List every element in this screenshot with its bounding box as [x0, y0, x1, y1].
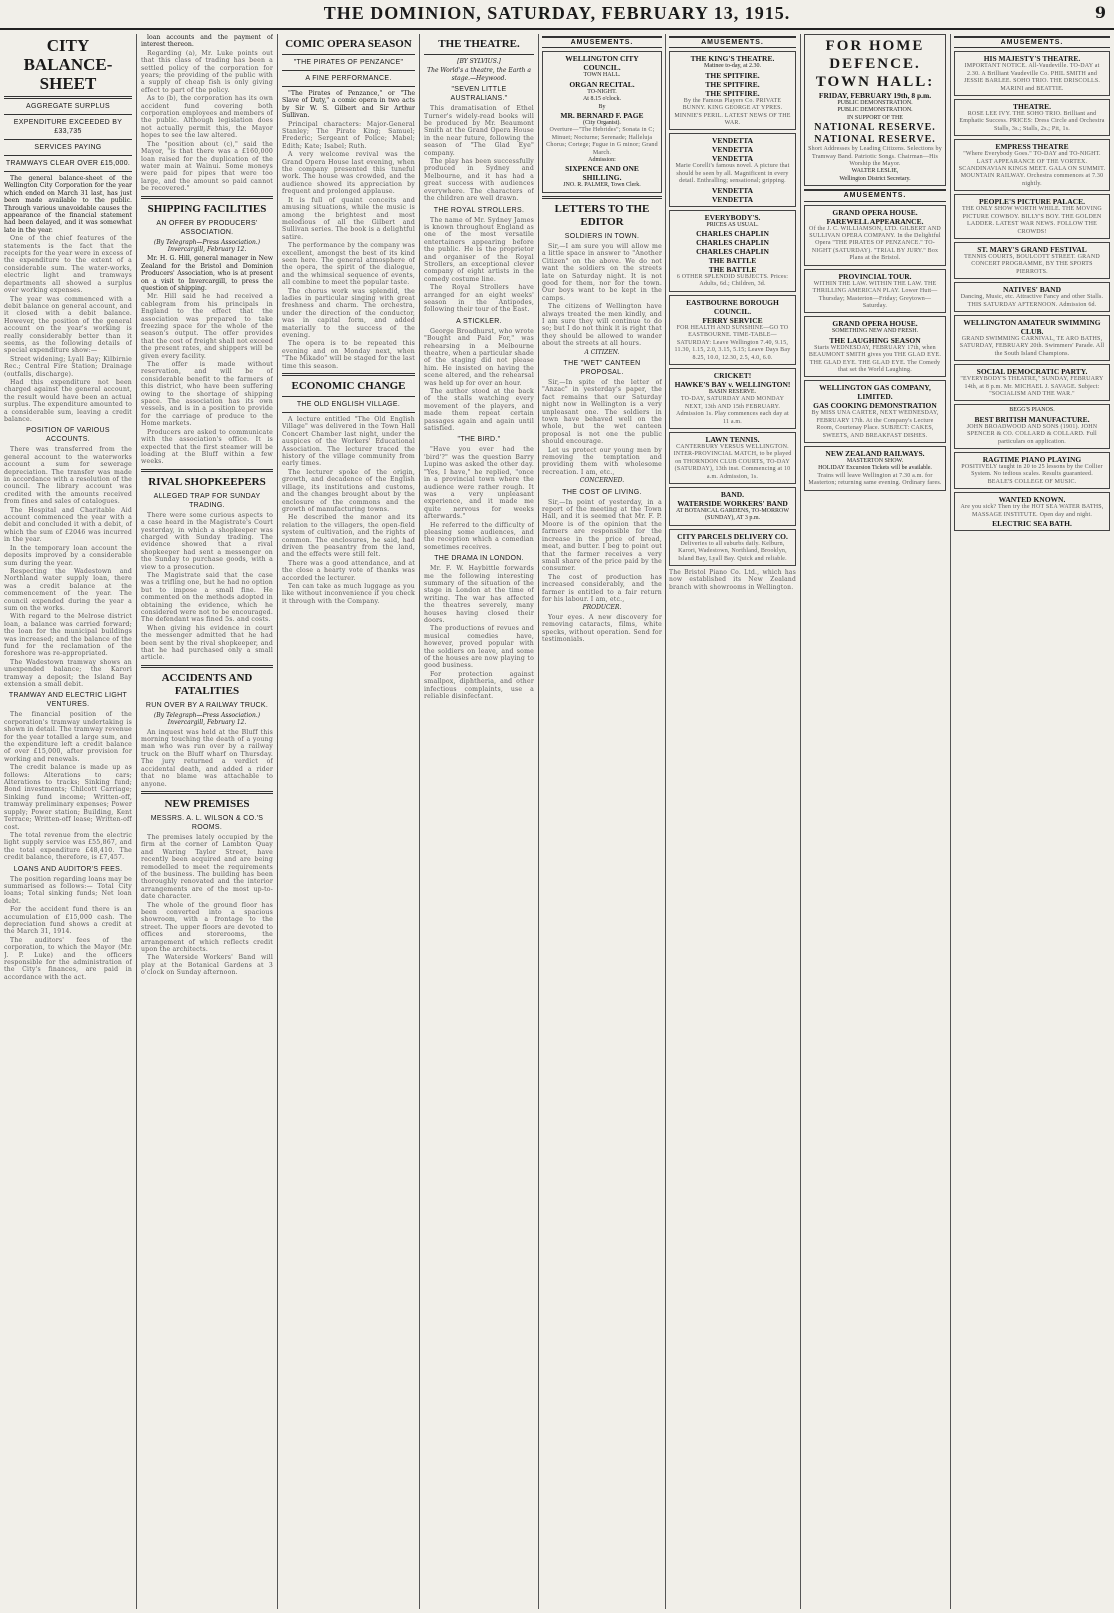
- deck-fine-performance: A FINE PERFORMANCE.: [305, 75, 392, 82]
- deck-premises: MESSRS. A. L. WILSON & CO.'S ROOMS.: [150, 814, 264, 831]
- ad-cricket: CRICKET! HAWKE'S BAY v. WELLINGTON! BASIN RESERVE. TO-DAY, SATURDAY AND MONDAY NEXT, 13th AND 15th FEBRUARY. Admission 1s. Play commences each day at 11 a.m.: [669, 368, 796, 429]
- ad-theatre: THEATRE. ROSE LEE IVY. THE SOHO TRIO. Brilliant and Emphatic Success. PRICES: Dress Circle and Orchestra Stalls, 3s.; Stalls, 2s.; Pit, 1s.: [954, 99, 1110, 136]
- column-rule: [419, 34, 420, 1609]
- ad-eastbourne-ferry: EASTBOURNE BOROUGH COUNCIL. FERRY SERVICE FOR HEALTH AND SUNSHINE—GO TO EASTBOURNE. TIME-TABLE—SATURDAY: Leave Wellington 7.40, 9.15, 11.30, 1.15, 2.0, 3.15, 5.15; Leave Days Bay 8.25, 10.0, 12.30, 2.5, 4.0, 6.0.: [669, 295, 796, 365]
- byline: [BY SYLVIUS.]: [457, 58, 501, 65]
- ad-his-majestys: HIS MAJESTY'S THEATRE. IMPORTANT NOTICE. All-Vaudeville. TO-DAY at 2.30. A Brilliant Vaudeville Co. PHIL SMITH and JESSIE BARLEE. SOHO TRIO. THE DRISCOLLS. MARINI and BEATTIE.: [954, 51, 1110, 96]
- letter-signoff: A CITIZEN.: [584, 348, 620, 356]
- column-rule: [665, 34, 666, 1609]
- ad-peoples: PEOPLE'S PICTURE PALACE. THE ONLY SHOW WORTH WHILE. THE MOVING PICTURE COWBOY. BILLY'S BOY. THE GOLDEN LADDER. LATEST WAR NEWS. FOLLOW THE CROWDS!: [954, 194, 1110, 239]
- deck-expenditure: EXPENDITURE EXCEEDED BY £33,735: [13, 119, 123, 135]
- ad-grand-opera-house-2: GRAND OPERA HOUSE. SOMETHING NEW AND FRESH. THE LAUGHING SEASON Starts WEDNESDAY, FEBRUARY 17th, when BEAUMONT SMITH gives you THE GLAD EYE. THE GLAD EYE. THE GLAD EYE. The Comedy that set the World Laughing.: [804, 316, 946, 377]
- column-comic-opera: COMIC OPERA SEASON "THE PIRATES OF PENZANCE" A FINE PERFORMANCE. "The Pirates of Penzance," or "The Slave of Duty," a comic opera in two acts by Sir W. S. Gilbert and Sir Arthur Sullivan. Principal characters: Major-General Stanley; The Pirate King; Samuel; Frederic; Sergeant of Police; Mabel; Edith; Kate; Isabel; Ruth. A very welcome revival was the Grand Opera House last evening, when the company presented this tuneful work. The house was crowded, and the audience showed its appreciation by frequent and prolonged applause. It is full of quaint conceits and amusing situations, while the music is among the brightest and most melodious of all the Gilbert and Sullivan series. The book is a delightful satire. The performance by the company was excellent, amongst the best of its kind seen here. The general atmosphere of the opera, the spirit of the dialogue, and the whimsical sequence of events, all combine to meet the popular taste. The chorus work was splendid, the ladies in particular singing with great freshness and charm. The orchestra, under the direction of the conductor, was in capital form, and added materially to the success of the evening. The opera is to be repeated this evening and on Monday next, when "The Mikado" will be staged for the last time this season. ECONOMIC CHANGE THE OLD ENGLISH VILLAGE. A lecture entitled "The Old English Village" was delivered in the Town Hall Concert Chamber last night, under the auspices of the Workers' Educational Association. The lecturer traced the history of the village community from early times. The lecturer spoke of the origin, growth, and decadence of the English village, its institutions and customs, and the changes brought about by the enclosure of the commons and the growth of manufacturing towns. He described the manor and its relation to the villagers, the open-field system of cultivation, and the rights of common. The enclosures, he said, had driven the peasantry from the land, and the effects were still felt. There was a good attendance, and at the close a hearty vote of thanks was accorded the lecturer. Ten can take as much luggage as you like without inconvenience if you check it through with the Company.: [282, 38, 415, 605]
- deck-shipping: AN OFFER BY PRODUCERS' ASSOCIATION.: [156, 219, 258, 236]
- column-rule: [538, 34, 539, 1609]
- column-rule: [277, 34, 278, 1609]
- ad-wanted-known: WANTED KNOWN. Are you sick? Then try the HOT SEA WATER BATHS, MASSAGE INSTITUTE. Open day and night. ELECTRIC SEA BATH.: [954, 492, 1110, 531]
- ad-everybodys: EVERYBODY'S. PRICES AS USUAL. CHARLES CHAPLIN CHARLES CHAPLIN CHARLES CHAPLIN THE BATTLE THE BATTLE 6 OTHER SPLENDID SUBJECTS. Prices: Adults, 6d.; Children, 3d.: [669, 210, 796, 292]
- deck-english-village: THE OLD ENGLISH VILLAGE.: [296, 401, 401, 409]
- letter-signoff: CONCERNED.: [579, 477, 625, 485]
- ad-empress: EMPRESS THEATRE "Where Everybody Goes." TO-DAY and TO-NIGHT. LAST APPEARANCE OF THE VORTEX. SCANDINAVIAN KINGS MEET. GALA ON SUMMIT. MOUNTAIN RAILWAY. Orchestra commences at 7.30 nightly.: [954, 139, 1110, 191]
- headline-city-balance-sheet: CITY BALANCE-SHEET: [23, 36, 113, 93]
- ad-social-democratic: SOCIAL DEMOCRATIC PARTY. "EVERYBODY'S THEATRE," SUNDAY, FEBRUARY 14th, at 8 p.m. Mr. MICHAEL J. SAVAGE. Subject: "SOCIALISM AND THE WAR.": [954, 364, 1110, 401]
- column-rule: [136, 34, 137, 1609]
- subhead-bird: "THE BIRD.": [457, 436, 501, 444]
- section-amusements: AMUSEMENTS.: [669, 36, 796, 48]
- subhead-position: POSITION OF VARIOUS ACCOUNTS.: [26, 427, 110, 444]
- section-amusements: AMUSEMENTS.: [804, 189, 946, 201]
- article-body: The general balance-sheet of the Wellington City Corporation for the year which ended on March 31 last, has just been made available to the public. Through various unavoidable causes the appearance of the financial statement had been delayed, and it was somewhat late in the year.: [4, 175, 132, 234]
- column-rule: [950, 34, 951, 1609]
- article-body: loan accounts and the payment of interest thereon.: [141, 34, 273, 49]
- ad-vendetta: VENDETTA VENDETTA VENDETTA Marie Corelli's famous novel. A picture that should be seen by all. Magnificent in every detail. Enthralling; sensational; gripping. VENDETTA VENDETTA: [669, 133, 796, 206]
- article-body: Mr. H. G. Hill, general manager in New Zealand for the Bristol and Dominion Producers' Association, who is at present on a visit to Invercargill, to press the question of shipping.: [141, 255, 273, 292]
- letter-title-cost: THE COST OF LIVING.: [562, 488, 642, 496]
- newspaper-title: THE DOMINION, SATURDAY, FEBRUARY 13, 1915.: [323, 3, 791, 23]
- title-pirates: "THE PIRATES OF PENZANCE": [293, 59, 404, 66]
- ad-kings-theatre: THE KING'S THEATRE. Matinee to-day, at 2.30. THE SPITFIRE. THE SPITFIRE. THE SPITFIRE. By the Famous Players Co. PRIVATE BUNNY. KING GEORGE AT YPRES. MINNIE'S PERIL. LATEST NEWS OF THE WAR.: [669, 51, 796, 130]
- ad-natives-band: NATIVES' BAND Dancing, Music, etc. Attractive Fancy and other Stalls. THIS SATURDAY AFTERNOON. Admission 6d.: [954, 282, 1110, 312]
- subhead-loans: LOANS AND AUDITOR'S FEES.: [13, 865, 123, 873]
- headline-theatre: THE THEATRE.: [438, 38, 520, 50]
- headline-rival-shopkeepers: RIVAL SHOPKEEPERS: [148, 475, 266, 488]
- deck-tramways: TRAMWAYS CLEAR OVER £15,000.: [5, 160, 131, 167]
- letter-title-soldiers: SOLDIERS IN TOWN.: [564, 232, 640, 240]
- headline-new-premises: NEW PREMISES: [164, 797, 250, 810]
- column-shipping: loan accounts and the payment of interest thereon. Regarding (a), Mr. Luke points out that this class of trading has been a settled policy of the corporation for years; the providing of the public with a supply of cheap fish is only giving effect to part of the policy. As to (b), the corporation has its own accident fund covering both corporation employees and members of the public. Although legislation does not actually permit this, the Mayor hopes to see the law altered. The "position about (c)," said the Mayor, "is that there was a £160,000 loan raised for the duplication of the water main at Wainui. Some moneys were paid for pipes that were too large, and the amount so paid cannot be recovered." SHIPPING FACILITIES AN OFFER BY PRODUCERS' ASSOCIATION. (By Telegraph—Press Association.) Invercargill, February 12. Mr. H. G. Hill, general manager in New Zealand for the Bristol and Dominion Producers' Association, who is at present on a visit to Invercargill, to press the question of shipping. Mr. Hill said he had received a cablegram from his principals in England to the effect that the association was prepared to take freezing space for the whole of the season's output. The offer provides that the cost of freight shall not exceed the present rates, and shippers will be given every facility. The offer is made without reservation, and will be of considerable benefit to the farmers of this district, who have been suffering owing to the shortage of shipping space. The association has its own vessels, and is in a position to provide for the carriage of produce to the Home markets. Producers are asked to communicate with the association's office. It is expected that the first steamer will be loading at the Bluff within a few weeks. RIVAL SHOPKEEPERS ALLEGED TRAP FOR SUNDAY TRADING. There were some curious aspects to a case heard in the Magistrate's Court yesterday, in which a shopkeeper was charged with Sunday trading. The evidence showed that a rival shopkeeper had sent a messenger on the Sunday to purchase goods, with a view to a prosecution. The Magistrate said that the case was a trifling one, but he had no option but to impose a small fine. He commented on the methods adopted in obtaining the evidence, which he considered were not to be encouraged. The defendant was fined 5s. and costs. When giving his evidence in court the messenger admitted that he had been sent by the rival shopkeeper, and that he had purchased only a small article. ACCIDENTS AND FATALITIES RUN OVER BY A RAILWAY TRUCK. (By Telegraph—Press Association.) Invercargill, February 12. An inquest was held at the Bluff this morning touching the death of a young man who was run over by a railway truck on the Bluff wharf on Thursday. The jury returned a verdict of accidental death, and added a rider that no blame was attachable to anyone. NEW PREMISES MESSRS. A. L. WILSON & CO.'S ROOMS. The premises lately occupied by the firm at the corner of Lambton Quay and Waring Taylor Street, have recently been acquired and are being remodelled to meet the requirements of the business. The building has been thoroughly renovated and the interior arrangements are of the most up-to-date character. The whole of the ground floor has been converted into a spacious showroom, with a frontage to the street. The upper floors are devoted to offices and storerooms, the arrangement of which reflects credit upon the architects. The Waterside Workers' Band will play at the Botanical Gardens at 3 o'clock on Sunday afternoon.: [141, 34, 273, 977]
- ad-provincial-tour: PROVINCIAL TOUR. WITHIN THE LAW. WITHIN THE LAW. THE THRILLING AMERICAN PLAY. Lower Hutt—Thursday; Masterton—Friday; Greytown—Saturday.: [804, 269, 946, 314]
- letter-signoff: PRODUCER.: [582, 604, 622, 612]
- ad-gas-company: WELLINGTON GAS COMPANY, LIMITED. GAS COOKING DEMONSTRATION By MISS UNA CARTER, NEXT WEDNESDAY, FEBRUARY 17th. At the Company's Lecture Room, Courtenay Place. SUBJECT: CAKES, SWEETS, AND BREAKFAST DISHES.: [804, 380, 946, 443]
- column-amusements-3: [954, 34, 1110, 1609]
- deck-accidents: RUN OVER BY A RAILWAY TRUCK.: [145, 701, 269, 709]
- deck-aggregate-surplus: AGGREGATE SURPLUS: [26, 103, 110, 110]
- deck-services-paying: SERVICES PAYING: [34, 144, 102, 151]
- headline-shipping: SHIPPING FACILITIES: [147, 202, 267, 215]
- page-number: 9: [1094, 3, 1106, 22]
- ad-band: BAND. WATERSIDE WORKERS' BAND AT BOTANICAL GARDENS, TO-MORROW (SUNDAY), AT 3 p.m.: [669, 487, 796, 526]
- headline-comic-opera: COMIC OPERA SEASON: [285, 38, 412, 50]
- ad-swimming-club: WELLINGTON AMATEUR SWIMMING CLUB. GRAND SWIMMING CARNIVAL, TE ARO BATHS, SATURDAY, FEBRUARY 20th. Swimmers' Parade. All the South Island Champions.: [954, 315, 1110, 361]
- letter-title-canteen: THE "WET" CANTEEN PROPOSAL.: [563, 359, 641, 376]
- column-amusements-2: AMUSEMENTS. THE KING'S THEATRE. Matinee to-day, at 2.30. THE SPITFIRE. THE SPITFIRE. THE SPITFIRE. By the Famous Players Co. PRIVATE BUNNY. KING GEORGE AT YPRES. MINNIE'S PERIL. LATEST NEWS OF THE WAR. VENDETTA VENDETTA VENDETTA Marie Corelli's famous novel. A picture that should be seen by all. Magnificent in every detail. Enthralling; sensational; gripping. VENDETTA VENDETTA EVERYBODY'S. PRICES AS USUAL. CHARLES CHAPLIN CHARLES CHAPLIN CHARLES CHAPLIN THE BATTLE THE BATTLE 6 OTHER SPLENDID SUBJECTS. Prices: Adults, 6d.; Children, 3d. EASTBOURNE BOROUGH COUNCIL. FERRY SERVICE FOR HEALTH AND SUNSHINE—GO TO EASTBOURNE. TIME-TABLE—SATURDAY: Leave Wellington 7.40, 9.15, 11.30, 1.15, 2.0, 3.15, 5.15; Leave Days Bay 8.25, 10.0, 12.30, 2.5, 4.0, 6.0. CRICKET! HAWKE'S BAY v. WELLINGTON! BASIN RESERVE. TO-DAY, SATURDAY AND MONDAY NEXT, 13th AND 15th FEBRUARY. Admission 1s. Play commences each day at 11 a.m. LAWN TENNIS. CANTERBURY VERSUS WELLINGTON. INTER-PROVINCIAL MATCH, to be played on THORNDON CLUB COURTS, TO-DAY (SATURDAY), 13th inst. Commencing at 10 a.m. Admission, 1s. BAND. WATERSIDE WORKERS' BAND AT BOTANICAL GARDENS, TO-MORROW (SUNDAY), AT 3 p.m. CITY PARCELS DELIVERY CO. Deliveries to all suburbs daily. Kelburn, Karori, Wadestown, Northland, Brooklyn, Island Bay, Lyall Bay. Quick and reliable. The Bristol Piano Co. Ltd., which has now established its New Zealand branch with showrooms in Wellington.: [669, 34, 796, 1609]
- section-amusements: AMUSEMENTS.: [954, 36, 1110, 48]
- epigraph: The World's a theatre, the Earth a stage.—Heywood.: [427, 67, 531, 82]
- column-theatre: THE THEATRE. [BY SYLVIUS.] The World's a theatre, the Earth a stage.—Heywood. "SEVEN LITTLE AUSTRALIANS." This dramatisation of Ethel Turner's widely-read books will be produced by Mr. Beaumont Smith at the Grand Opera House in the near future, following the season of "The Glad Eye" company. The play has been successfully produced in Sydney and Melbourne, and it has had a great success with audiences everywhere. The characters of the children are well drawn. THE ROYAL STROLLERS. The name of Mr. Sydney James is known throughout England as one of the most versatile entertainers appearing before the public. He is the proprietor and organiser of the Royal Strollers, an exceptional clever company of eight artists in the comedy costume line. The Royal Strollers have arranged for an eight weeks' season in the Antipodes, following their tour of the East. A STICKLER. George Broadhurst, who wrote "Bought and Paid For," was rehearsing in a Melbourne theatre, when a particular shade of the staging did not please him. He insisted on having the scene altered, and the rehearsal was held up for over an hour. The author stood at the back of the stalls watching every movement of the players, and made them repeat certain passages again and again until satisfied. "THE BIRD." "Have you ever had the 'bird'?" was the question Barry Lupino was asked the other day. "Yes, I have," he replied, "once in a provincial town where the audience were rather rough. It was a very unpleasant experience, and it made me quite nervous for weeks afterwards." He referred to the difficulty of pleasing some audiences, and the reception which a comedian sometimes receives. THE DRAMA IN LONDON. Mr. F. W. Haybittle forwards me the following interesting summary of the situation of the stage in London at the time of writing. The war has affected the theatres severely, many houses having closed their doors. The productions of revues and musical comedies have, however, proved popular with the soldiers on leave, and some of the houses are now playing to good business. For protection against smallpox, diphtheria, and other infectious complaints, use a reliable disinfectant.: [424, 38, 534, 701]
- ad-grand-opera-house: GRAND OPERA HOUSE. FAREWELL APPEARANCE. Of the J. C. WILLIAMSON, LTD. GILBERT AND SULLIVAN OPERA COMPANY. In the Delightful Opera "THE PIRATES OF PENZANCE." TO-NIGHT (SATURDAY). "TRIAL BY JURY." Box Plans at the Bristol.: [804, 205, 946, 266]
- subhead-royal-strollers: THE ROYAL STROLLERS.: [433, 206, 525, 214]
- headline-economic-change: ECONOMIC CHANGE: [291, 380, 406, 393]
- deck-rival: ALLEGED TRAP FOR SUNDAY TRADING.: [153, 492, 261, 509]
- column-home-defence: [804, 34, 946, 1609]
- ad-home-defence: FOR HOME DEFENCE. TOWN HALL: FRIDAY, FEBRUARY 19th, 8 p.m. PUBLIC DEMONSTRATION. PUBLIC DEMONSTRATION. IN SUPPORT OF THE NATIONAL RESERVE. NATIONAL RESERVE. Short Addresses by Leading Citizens. Selections by Tramway Band. Patriotic Songs. Chairman—His Worship the Mayor. WALTER LESLIE, Wellington District Secretary.: [804, 34, 946, 186]
- ad-organ-recital: WELLINGTON CITY COUNCIL. TOWN HALL. ORGAN RECITAL. TO-NIGHT. At 8.15 o'clock. By MR. BERNARD F. PAGE (City Organist). Overture—"The Hebrides"; Sonata in C; Minuet; Nocturne; Serenade; Halleluja Chorus; Cortege; Fugue in G minor; Grand March. Admission: SIXPENCE AND ONE SHILLING. JNO. R. PALMER, Town Clerk.: [542, 51, 662, 192]
- ad-pianos: BEGG'S PIANOS. BEST BRITISH MANUFACTURE. JOHN BROADWOOD AND SONS (1901). JOHN SPENCER & CO. COLLARD & COLLARD. Full particulars on application.: [954, 404, 1110, 449]
- ad-st-marys: ST. MARY'S GRAND FESTIVAL TENNIS COURTS, BOULCOTT STREET. GRAND CONCERT PROGRAMME, BY THE SPORTS PIERROTS.: [954, 242, 1110, 279]
- column-amusements-letters: AMUSEMENTS. WELLINGTON CITY COUNCIL. TOWN HALL. ORGAN RECITAL. TO-NIGHT. At 8.15 o'clock. By MR. BERNARD F. PAGE (City Organist). Overture—"The Hebrides"; Sonata in C; Minuet; Nocturne; Serenade; Halleluja Chorus; Cortege; Fugue in G minor; Grand March. Admission: SIXPENCE AND ONE SHILLING. JNO. R. PALMER, Town Clerk. LETTERS TO THE EDITOR SOLDIERS IN TOWN. Sir,—I am sure you will allow me a little space in answer to "Another Citizen" on the above. We do not want the soldiers on the streets late on Saturday night. It is not good for them, nor for the town. Our boys want to be kept in the camps. The citizens of Wellington have always treated the men kindly, and I am sure they will continue to do so; but I do not think it is right that they should be allowed to wander about the streets at all hours. A CITIZEN. THE "WET" CANTEEN PROPOSAL. Sir,—In spite of the letter of "Anzac" in yesterday's paper, the fact remains that our Saturday night now in Wellington is a very unpleasant one. The soldiers in town have behaved well on the whole, but the wet canteen proposal is not one the public should encourage. Let us protect our young men by removing the temptation and providing them with wholesome recreation. I am, etc., CONCERNED. THE COST OF LIVING. Sir,—In point of yesterday, in a report of the meeting at the Town Hall, and it is seemed that Mr. F. P. Moore is of the opinion that the farmers are responsible for the increase in the price of bread, meat, and butter. I beg to point out that the farmer receives a very small share of the price paid by the consumer. The cost of production has increased considerably, and the farmer is entitled to a fair return for his labour. I am, etc., PRODUCER. Your eyes. A new discovery for removing cataracts, films, white specks, without operation. Send for testimonials.: [542, 34, 662, 1609]
- column-city-balance-sheet: CITY BALANCE-SHEET AGGREGATE SURPLUS EXPENDITURE EXCEEDED BY £33,735 SERVICES PAYING TRAMWAYS CLEAR OVER £15,000. The general balance-sheet of the Wellington City Corporation for the year which ended on March 31 last, has just been made available to the public. Through various unavoidable causes the appearance of the financial statement had been delayed, and it was somewhat late in the year. One of the chief features of the statements is the fact that the receipts for the year were in excess of the expenditure to the extent of a considerable sum. The water-works, electric light and tramways departments all showed a surplus over working expenses. The year was commenced with a debit balance on general account, and it closed with a debit balance. However, the position of the general account on the year's working is really considerably better than it seems, as the following details of special expenditure show:— Street widening; Lyall Bay; Kilbirnie Rec.; Central Fire Station; Drainage (outfalls, discharge). Had this expenditure not been charged against the general account, the result would have been an actual surplus. The expenditure amounted to a considerable sum, leaving a credit balance. POSITION OF VARIOUS ACCOUNTS. There was transferred from the general account to the waterworks account a sum for sewerage depreciation. The transfer was made in accordance with a resolution of the council. The library account was credited with the amounts received from fines and sales of catalogues. The Hospital and Charitable Aid account commenced the year with a debit and concluded it with a debit, of which the sum of £2046 was incurred in the year. In the temporary loan account the deposits improved by a considerable sum during the year. Respecting the Wadestown and Northland water supply loan, there was a credit balance at the commencement of the year. The council expended during the year a sum on the works. With regard to the Melrose district loan, a balance was carried forward; the loan for the municipal buildings was increased; and the balance of the fund for the reclamation of the foreshore was re-appropriated. The Wadestown tramway shows an unexpended balance; the Karori tramway a deposit; the Island Bay extension a small debit. TRAMWAY AND ELECTRIC LIGHT VENTURES. The financial position of the corporation's tramway undertaking is shown in detail. The tramway revenue for the year totalled a large sum, and the expenditure left a credit balance of over £15,000, after provision for working and renewals. The credit balance is made up as follows: Alterations to cars; Alterations to tracks; Sinking fund; Bond investments; Chilcott Carriage; Sinking fund income; Written-off, tramway preliminary expenses; Power supply; Power station; Building, Kent Terrace; Written-off lease; Written-off cost. The total revenue from the electric light supply service was £55,867, and the total expenditure £48,410. The credit balance, therefore, is £7,457. LOANS AND AUDITOR'S FEES. The position regarding loans may be summarised as follows:— Total City loans; Total sinking funds; Net loan debt. For the accident fund there is an accumulation of £15,000 cash. The depreciation fund shows a credit at the March 31, 1914. The auditors' fees of the corporation, to which the Mayor (Mr. J. P. Luke) and the officers responsible for the administration of the City's finances, are paid in accordance with the act.: [4, 36, 132, 981]
- subhead-stickler: A STICKLER.: [456, 317, 502, 325]
- column-rule: [800, 34, 801, 1609]
- subhead-tramway: TRAMWAY AND ELECTRIC LIGHT VENTURES.: [8, 692, 128, 709]
- headline-accidents: ACCIDENTS AND FATALITIES: [161, 671, 253, 697]
- section-amusements: AMUSEMENTS.: [542, 36, 662, 48]
- ad-lawn-tennis: LAWN TENNIS. CANTERBURY VERSUS WELLINGTON. INTER-PROVINCIAL MATCH, to be played on THORNDON CLUB COURTS, TO-DAY (SATURDAY), 13th inst. Commencing at 10 a.m. Admission, 1s.: [669, 432, 796, 484]
- masthead: [0, 0, 1114, 30]
- article-body: "The Pirates of Penzance," or "The Slave of Duty," a comic opera in two acts by Sir W. S. Gilbert and Sir Arthur Sullivan.: [282, 90, 415, 120]
- ad-railways: NEW ZEALAND RAILWAYS. MASTERTON SHOW. HOLIDAY Excursion Tickets will be available. Trains will leave Wellington at 7.30 a.m. for Masterton; returning same evening. Ordinary fares.: [804, 446, 946, 491]
- headline-letters: LETTERS TO THE EDITOR: [554, 202, 650, 228]
- ad-ragtime: RAGTIME PIANO PLAYING POSITIVELY taught in 20 to 25 lessons by the Collier System. No tedious scales. Results guaranteed. BEALE'S COLLEGE OF MUSIC.: [954, 452, 1110, 489]
- ad-parcels: CITY PARCELS DELIVERY CO. Deliveries to all suburbs daily. Kelburn, Karori, Wadestown, Northland, Brooklyn, Island Bay, Lyall Bay. Quick and reliable.: [669, 529, 796, 566]
- subhead-drama-london: THE DRAMA IN LONDON.: [434, 555, 524, 563]
- subhead-seven-little: "SEVEN LITTLE AUSTRALIANS.": [450, 86, 508, 103]
